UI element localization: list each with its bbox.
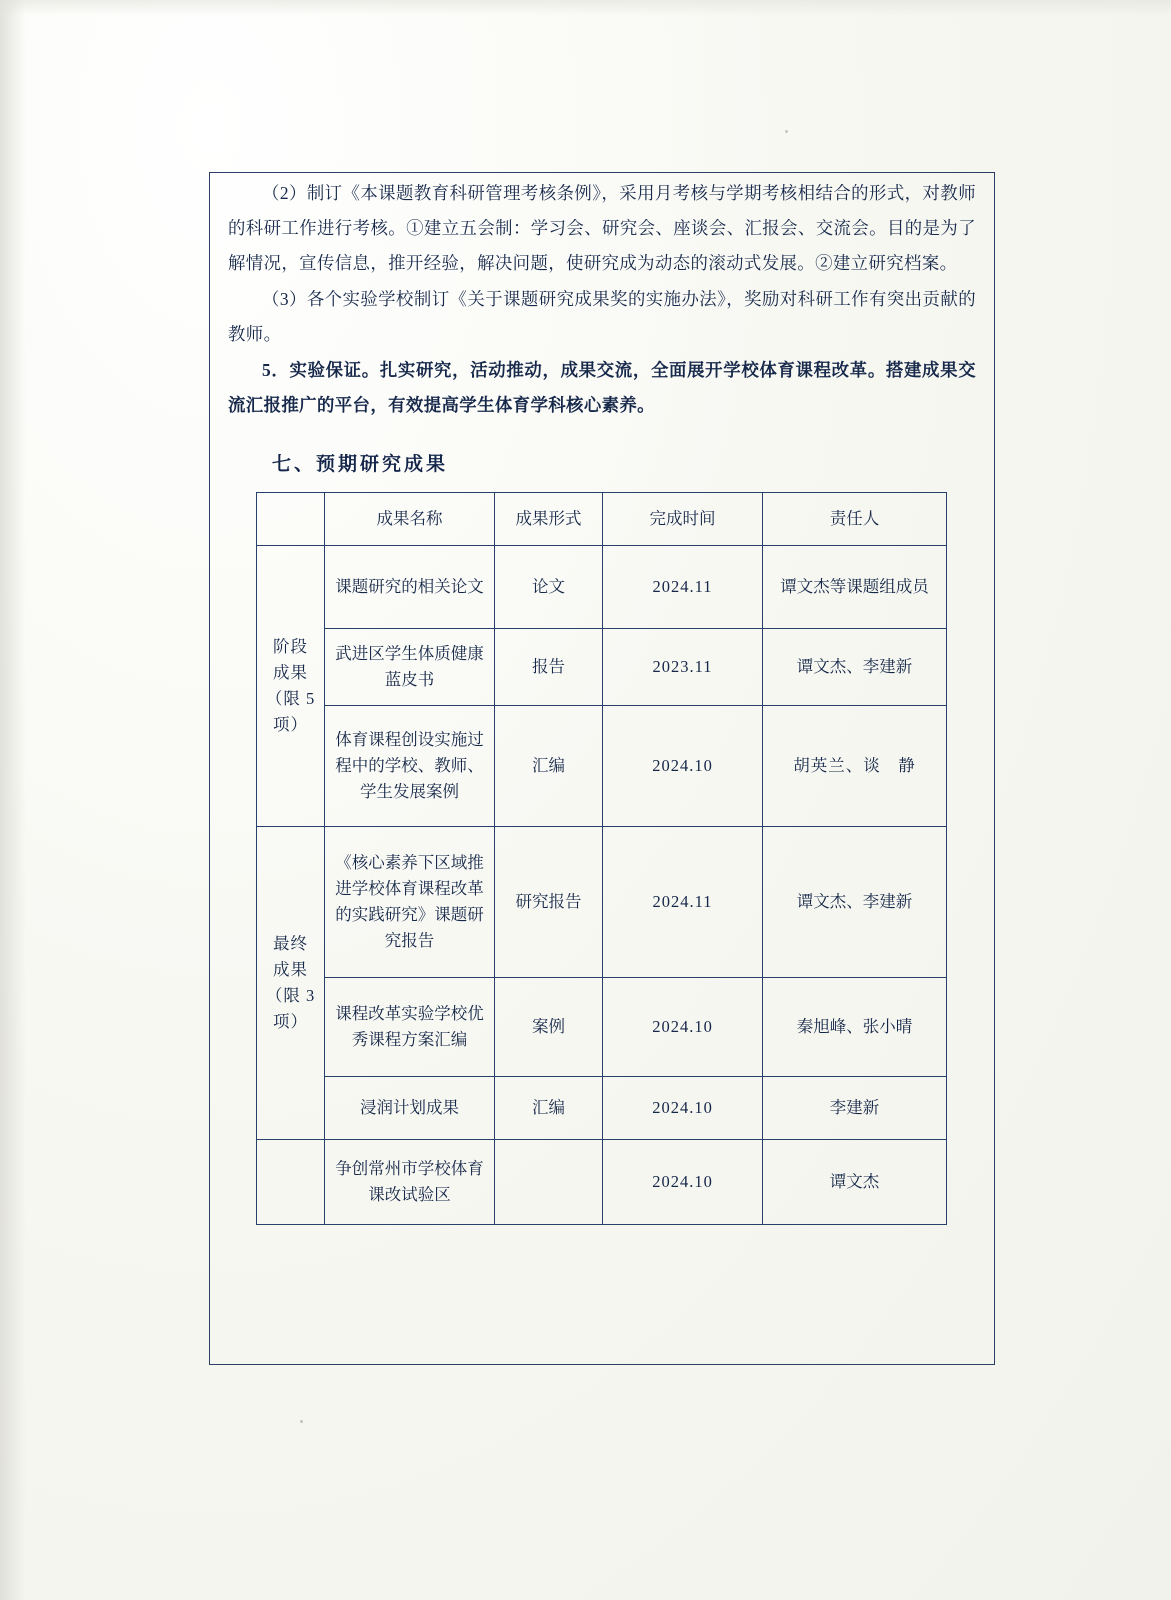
cell-date: 2024.10 — [603, 1140, 763, 1225]
paragraph-2: （2）制订《本课题教育科研管理考核条例》，采用月考核与学期考核相结合的形式，对教师的科研工作进行考核。①建立五会制：学习会、研究会、座谈会、汇报会、交流会。目的是为了解情况，宣传信息，推开经验，解决问题，使研究成为动态的滚动式发展。②建立研究档案。 — [228, 183, 976, 273]
expected-results-table — [256, 492, 947, 1225]
group-label-line: 最终 — [273, 934, 308, 953]
cell-owner: 谭文杰、李建新 — [763, 629, 947, 706]
section-title: 七、预期研究成果 — [272, 454, 449, 475]
cell-form: 研究报告 — [495, 827, 603, 978]
cell-name: 体育课程创设实施过程中的学校、教师、学生发展案例 — [325, 706, 495, 827]
table-row — [257, 706, 947, 827]
group-label-line: （限 5 — [265, 689, 316, 708]
page-top-shadow — [0, 0, 1171, 16]
header-owner: 责任人 — [763, 493, 947, 546]
group-label-line: 成果 — [273, 960, 308, 979]
group-label-line: （限 3 — [265, 986, 316, 1005]
paragraph-5: 5．实验保证。扎实研究，活动推动，成果交流，全面展开学校体育课程改革。搭建成果交流汇报推广的平台，有效提高学生体育学科核心素养。 — [228, 360, 976, 415]
header-blank — [257, 493, 325, 546]
table-row — [257, 629, 947, 706]
document-body — [228, 176, 976, 1225]
table-row — [257, 546, 947, 629]
cell-form: 汇编 — [495, 706, 603, 827]
cell-owner: 李建新 — [763, 1077, 947, 1140]
cell-form: 汇编 — [495, 1077, 603, 1140]
table-row — [257, 827, 947, 978]
cell-form — [495, 1140, 603, 1225]
cell-date: 2023.11 — [603, 629, 763, 706]
group-label-stage — [257, 546, 325, 827]
header-form: 成果形式 — [495, 493, 603, 546]
page-left-shadow — [0, 0, 26, 1600]
header-date: 完成时间 — [603, 493, 763, 546]
group-label-line: 项） — [273, 715, 308, 734]
cell-name: 课题研究的相关论文 — [325, 546, 495, 629]
cell-form: 报告 — [495, 629, 603, 706]
cell-form: 案例 — [495, 978, 603, 1077]
cell-name: 课程改革实验学校优秀课程方案汇编 — [325, 978, 495, 1077]
cell-date: 2024.11 — [603, 546, 763, 629]
group-label-line: 成果 — [273, 663, 308, 682]
cell-owner: 秦旭峰、张小晴 — [763, 978, 947, 1077]
table-header-row — [257, 493, 947, 546]
cell-name: 武进区学生体质健康蓝皮书 — [325, 629, 495, 706]
cell-date: 2024.11 — [603, 827, 763, 978]
group-label-line: 项） — [273, 1012, 308, 1031]
table-row — [257, 1140, 947, 1225]
cell-name: 争创常州市学校体育课改试验区 — [325, 1140, 495, 1225]
scan-speck — [300, 1420, 303, 1423]
table-row — [257, 1077, 947, 1140]
cell-date: 2024.10 — [603, 1077, 763, 1140]
cell-owner: 谭文杰 — [763, 1140, 947, 1225]
table-row — [257, 978, 947, 1077]
group-label-line: 阶段 — [273, 637, 308, 656]
cell-name: 浸润计划成果 — [325, 1077, 495, 1140]
group-label-empty — [257, 1140, 325, 1225]
paragraph-3: （3）各个实验学校制订《关于课题研究成果奖的实施办法》，奖励对科研工作有突出贡献的教师。 — [228, 289, 976, 344]
cell-date: 2024.10 — [603, 978, 763, 1077]
cell-name: 《核心素养下区域推进学校体育课程改革的实践研究》课题研究报告 — [325, 827, 495, 978]
group-label-final — [257, 827, 325, 1140]
cell-owner: 谭文杰、李建新 — [763, 827, 947, 978]
header-name: 成果名称 — [325, 493, 495, 546]
cell-owner: 胡英兰、谈 静 — [763, 706, 947, 827]
cell-owner: 谭文杰等课题组成员 — [763, 546, 947, 629]
cell-date: 2024.10 — [603, 706, 763, 827]
scan-speck — [785, 130, 788, 133]
cell-form: 论文 — [495, 546, 603, 629]
